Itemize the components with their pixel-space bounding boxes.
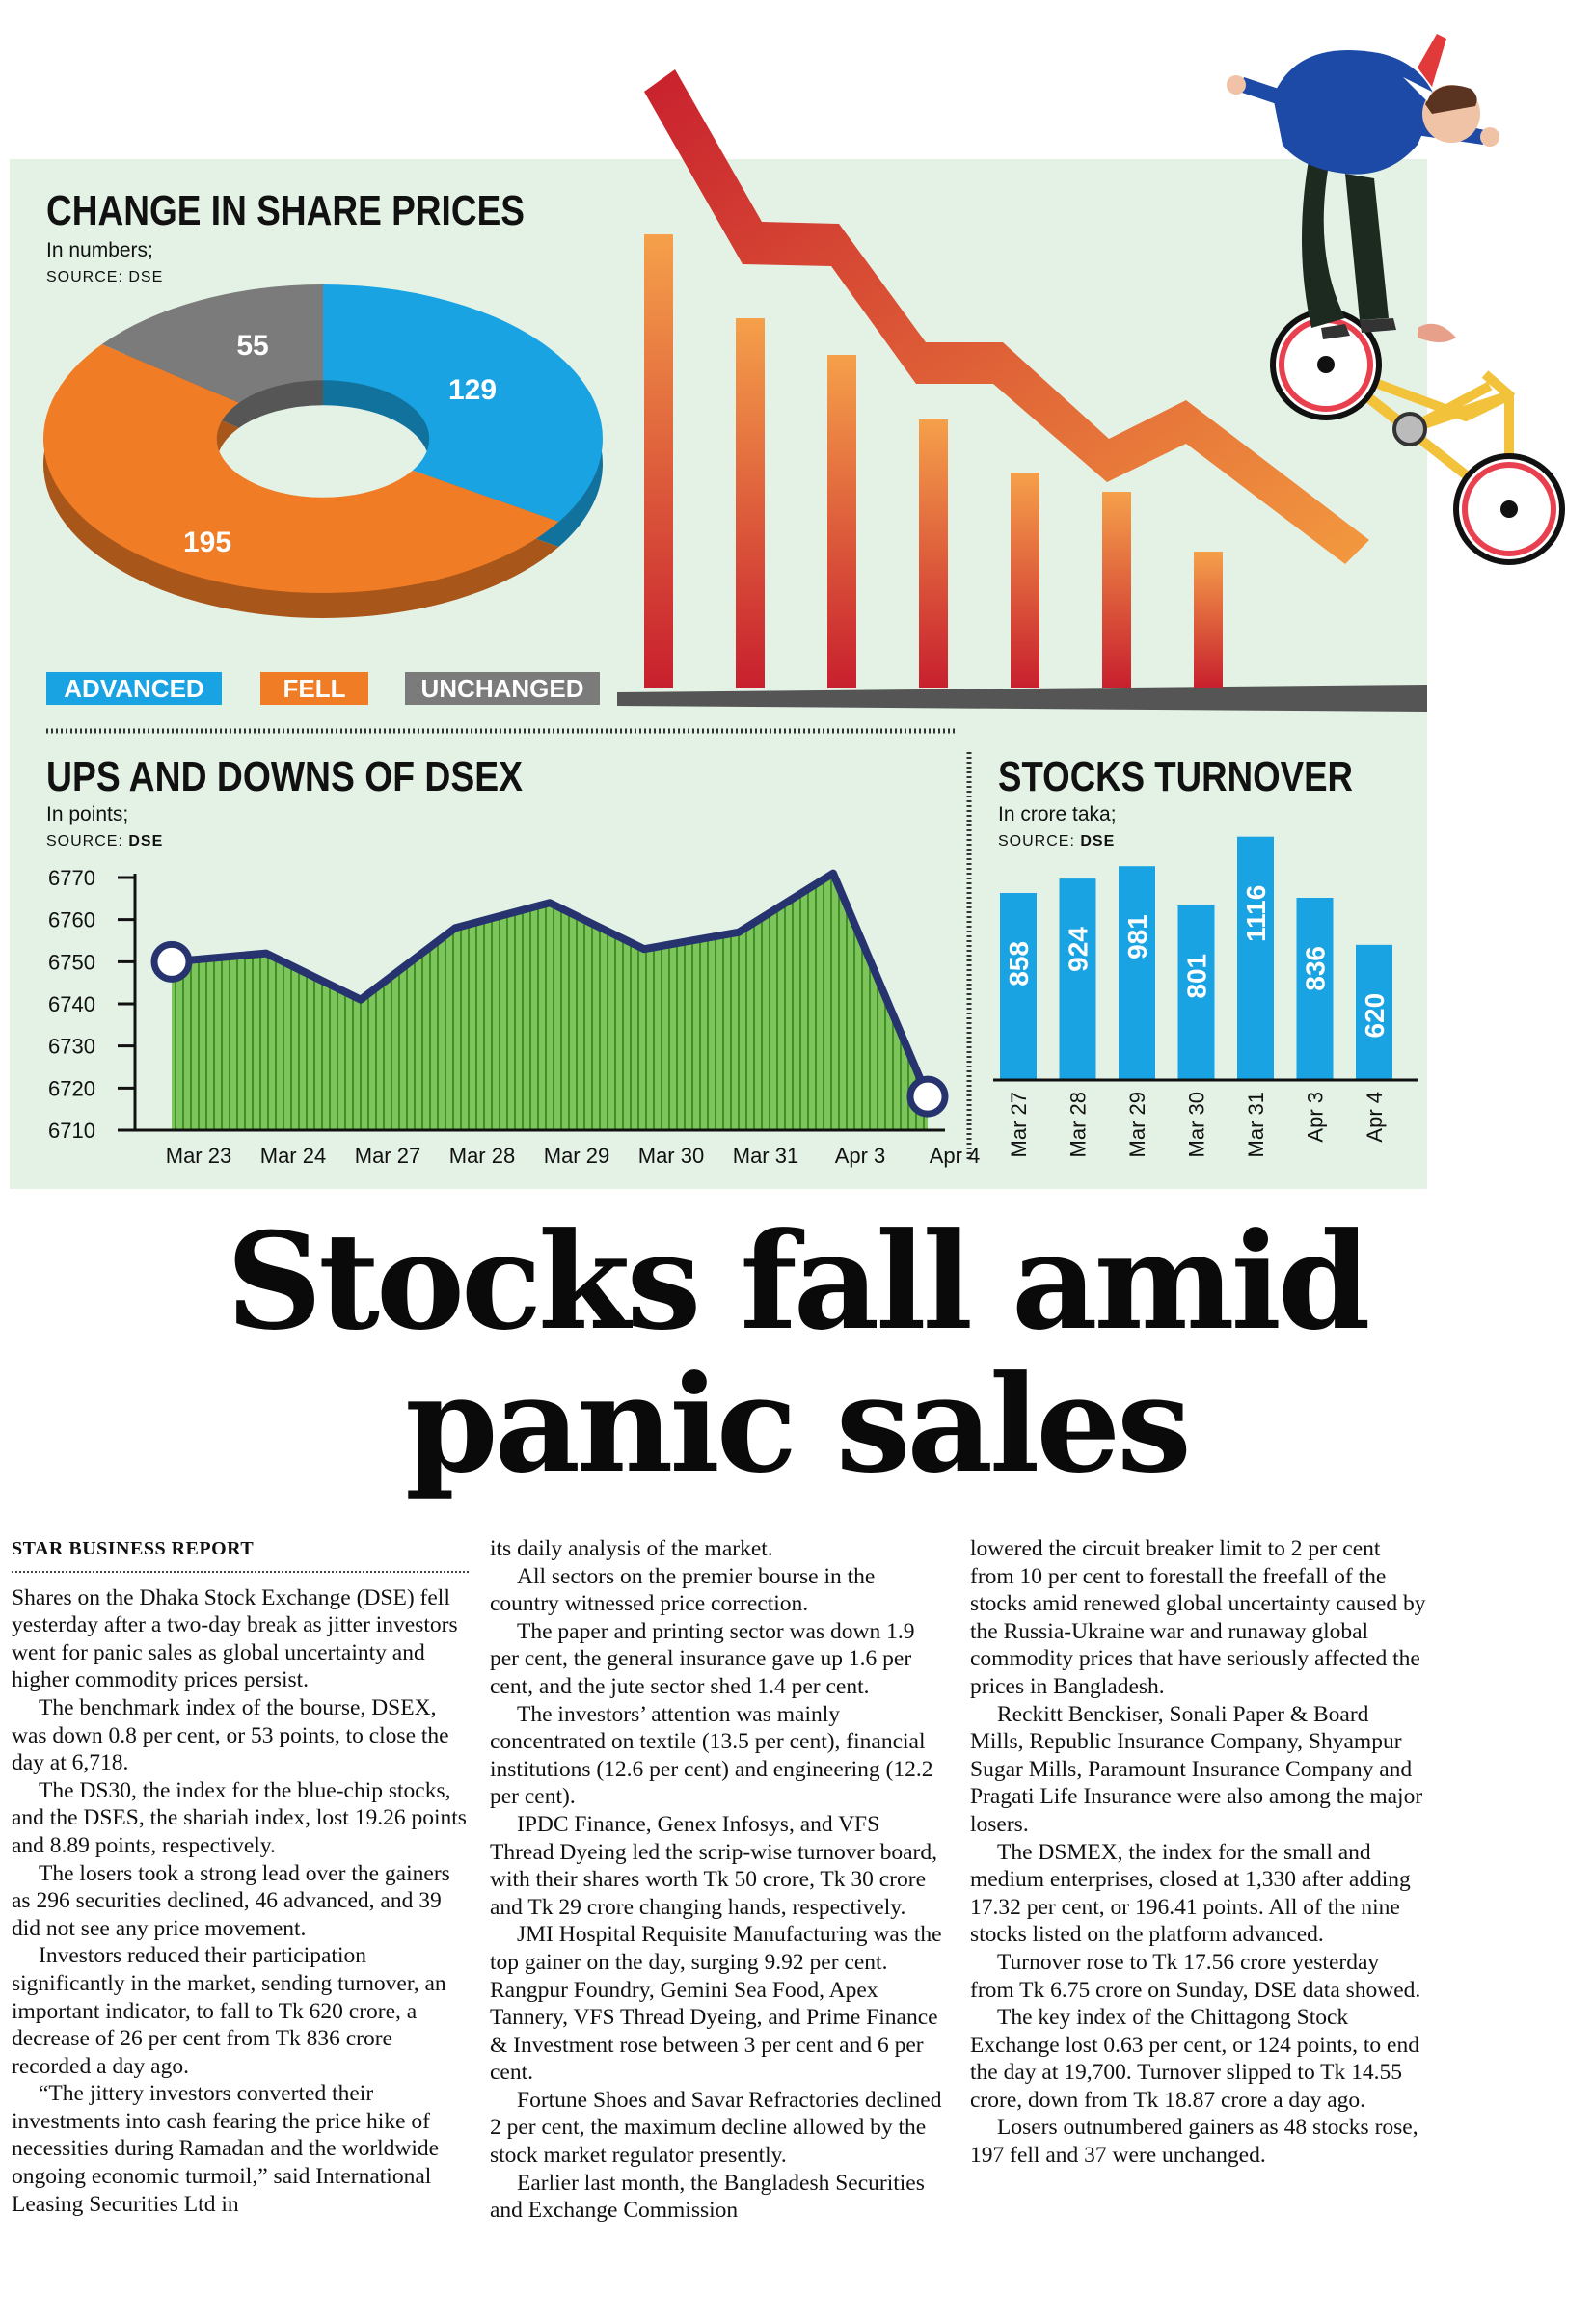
donut-source: SOURCE: DSE (46, 269, 164, 285)
paragraph: Investors reduced their participation significantly in the market, sending turnover, an important indicator, to fall to Tk 620 crore, a decrease of 26 per cent from Tk 836 crore recorded a day ago. (12, 1943, 446, 2079)
dsex-subtitle: In points; (46, 803, 129, 825)
paragraph: The benchmark index of the bourse, DSEX, was down 0.8 per cent, or 53 points, to close the day at 6,718. (12, 1694, 449, 1776)
x-tick-label: Mar 28 (1066, 1092, 1091, 1158)
x-tick-label: Mar 29 (1125, 1092, 1149, 1158)
byline: STAR BUSINESS REPORT (12, 1535, 469, 1573)
paragraph: The key index of the Chittagong Stock Exchange lost 0.63 per cent, or 124 points, to end the day at 19,700. Turnover slipped to Tk 14.55 crore, down from Tk 18.87 crore a day ago. (970, 2005, 1419, 2113)
x-tick-label: Mar 30 (1184, 1092, 1209, 1158)
donut-legend (46, 672, 600, 705)
turnover-value-label: 858 (1004, 941, 1034, 986)
dsex-point-marker (154, 944, 189, 979)
paragraph: Fortune Shoes and Savar Refractories declined 2 per cent, the maximum decline allowed by the stock market regulator presently. (490, 2087, 942, 2169)
x-tick-label: Mar 28 (448, 1144, 516, 1168)
turnover-title: STOCKS TURNOVER (998, 753, 1353, 800)
y-tick-label: 6740 (48, 992, 95, 1016)
y-tick-label: 6770 (48, 866, 95, 890)
x-tick-label: Apr 4 (929, 1144, 981, 1168)
paragraph: Reckitt Benckiser, Sonali Paper & Board Mills, Republic Insurance Company, Shyampur Sugar Mills, Paramount Insurance Company and Pragati Life Insurance were also among the major losers. (970, 1701, 1423, 1837)
paragraph: Shares on the Dhaka Stock Exchange (DSE) fell yesterday after a two-day break as jitter investors went for panic sales as global uncertainty and higher commodity prices persist. (12, 1584, 458, 1693)
y-tick-label: 6720 (48, 1076, 95, 1101)
donut-title: CHANGE IN SHARE PRICES (46, 187, 525, 234)
paragraph: Losers outnumbered gainers as 48 stocks rose, 197 fell and 37 were unchanged. (970, 2115, 1418, 2169)
y-tick-label: 6710 (48, 1119, 95, 1143)
dsex-source: SOURCE: DSE (46, 833, 164, 850)
paragraph: The DS30, the index for the blue-chip stocks, and the DSES, the shariah index, lost 19.26 points and 8.89 points, respectively. (12, 1777, 467, 1858)
turnover-value-label: 836 (1300, 945, 1331, 991)
article-column-2 (490, 1535, 947, 2307)
turnover-value-label: 801 (1181, 953, 1212, 999)
paragraph: The paper and printing sector was down 1.9 per cent, the general insurance gave up 1.6 per cent, and the jute sector shed 1.4 per cent. (490, 1618, 915, 1699)
donut-value-label: 195 (182, 527, 232, 558)
turnover-source: SOURCE: DSE (998, 833, 1116, 850)
legend-advanced-label: ADVANCED (64, 674, 204, 703)
y-tick-label: 6760 (48, 907, 95, 932)
paragraph: JMI Hospital Requisite Manufacturing was the top gainer on the day, surging 9.92 per cent. Rangpur Foundry, Gemini Sea Food, Apex Tannery, VFS Thread Dyeing, and Prime Finance & Investment rose between 3 per cent and 6 per cent. (490, 1922, 942, 2086)
article-column-3 (970, 1535, 1427, 2307)
x-tick-label: Mar 23 (165, 1144, 232, 1168)
y-tick-label: 6730 (48, 1034, 95, 1059)
paragraph: “The jittery investors converted their investments into cash fearing the price hike of necessities during Ramadan and the worldwide ongoing economic turmoil,” said International Leasing Securities Ltd in (12, 2081, 440, 2217)
x-tick-label: Mar 31 (732, 1144, 799, 1168)
headline (0, 1203, 1593, 1502)
article-column-1 (12, 1535, 469, 2307)
paragraph: IPDC Finance, Genex Infosys, and VFS Thread Dyeing led the scrip-wise turnover board, with their shares worth Tk 50 crore, Tk 30 crore and Tk 29 crore changing hands, respectively. (490, 1811, 937, 1920)
dsex-point-marker (910, 1079, 945, 1114)
x-tick-label: Apr 3 (834, 1144, 886, 1168)
turnover-bar (1237, 837, 1274, 1080)
turnover-subtitle: In crore taka; (998, 803, 1117, 825)
donut-subtitle: In numbers; (46, 239, 153, 261)
turnover-bar (1119, 866, 1155, 1080)
x-tick-label: Apr 3 (1303, 1092, 1328, 1143)
turnover-value-label: 981 (1122, 914, 1152, 959)
headline-line-1: Stocks fall amid (226, 1203, 1367, 1360)
x-tick-label: Mar 24 (259, 1144, 327, 1168)
paragraph: lowered the circuit breaker limit to 2 per cent from 10 per cent to forestall the freefall of the stocks amid renewed global uncertainty caused by the Russia-Ukraine war and runaway global commodity prices that have seriously affected the prices in Bangladesh. (970, 1536, 1426, 1699)
legend-unchanged-label: UNCHANGED (420, 674, 584, 703)
paragraph: The DSMEX, the index for the small and medium enterprises, closed at 1,330 after adding 17.32 per cent, or 196.41 points. All of the nine stocks listed on the platform advanced. (970, 1839, 1411, 1948)
headline-line-2: panic sales (405, 1345, 1188, 1502)
paragraph: All sectors on the premier bourse in the country witnessed price correction. (490, 1563, 876, 1617)
paragraph: The losers took a strong lead over the gainers as 296 securities declined, 46 advanced, and 39 did not see any price movement. (12, 1860, 450, 1941)
x-tick-label: Mar 27 (354, 1144, 421, 1168)
paragraph: its daily analysis of the market. (490, 1536, 773, 1561)
x-tick-label: Apr 4 (1363, 1092, 1387, 1143)
turnover-value-label: 1116 (1241, 884, 1271, 942)
donut-value-label: 55 (236, 330, 269, 362)
paragraph: The investors’ attention was mainly concentrated on textile (13.5 per cent), financial institutions (12.6 per cent) and engineering (12.2 per cent). (490, 1701, 933, 1810)
legend-fell-label: FELL (283, 674, 346, 703)
donut-value-label: 129 (447, 374, 498, 406)
paragraph: Earlier last month, the Bangladesh Securities and Exchange Commission (490, 2170, 925, 2224)
turnover-value-label: 620 (1360, 992, 1390, 1039)
y-tick-label: 6750 (48, 950, 95, 975)
turnover-bar (1060, 878, 1096, 1080)
dsex-title: UPS AND DOWNS OF DSEX (46, 753, 523, 800)
x-tick-label: Mar 30 (637, 1144, 705, 1168)
x-tick-label: Mar 27 (1007, 1092, 1031, 1158)
x-tick-label: Mar 29 (543, 1144, 610, 1168)
paragraph: Turnover rose to Tk 17.56 crore yesterday from Tk 6.75 crore on Sunday, DSE data showed. (970, 1949, 1421, 2003)
turnover-value-label: 924 (1063, 927, 1094, 972)
x-tick-label: Mar 31 (1244, 1092, 1268, 1158)
